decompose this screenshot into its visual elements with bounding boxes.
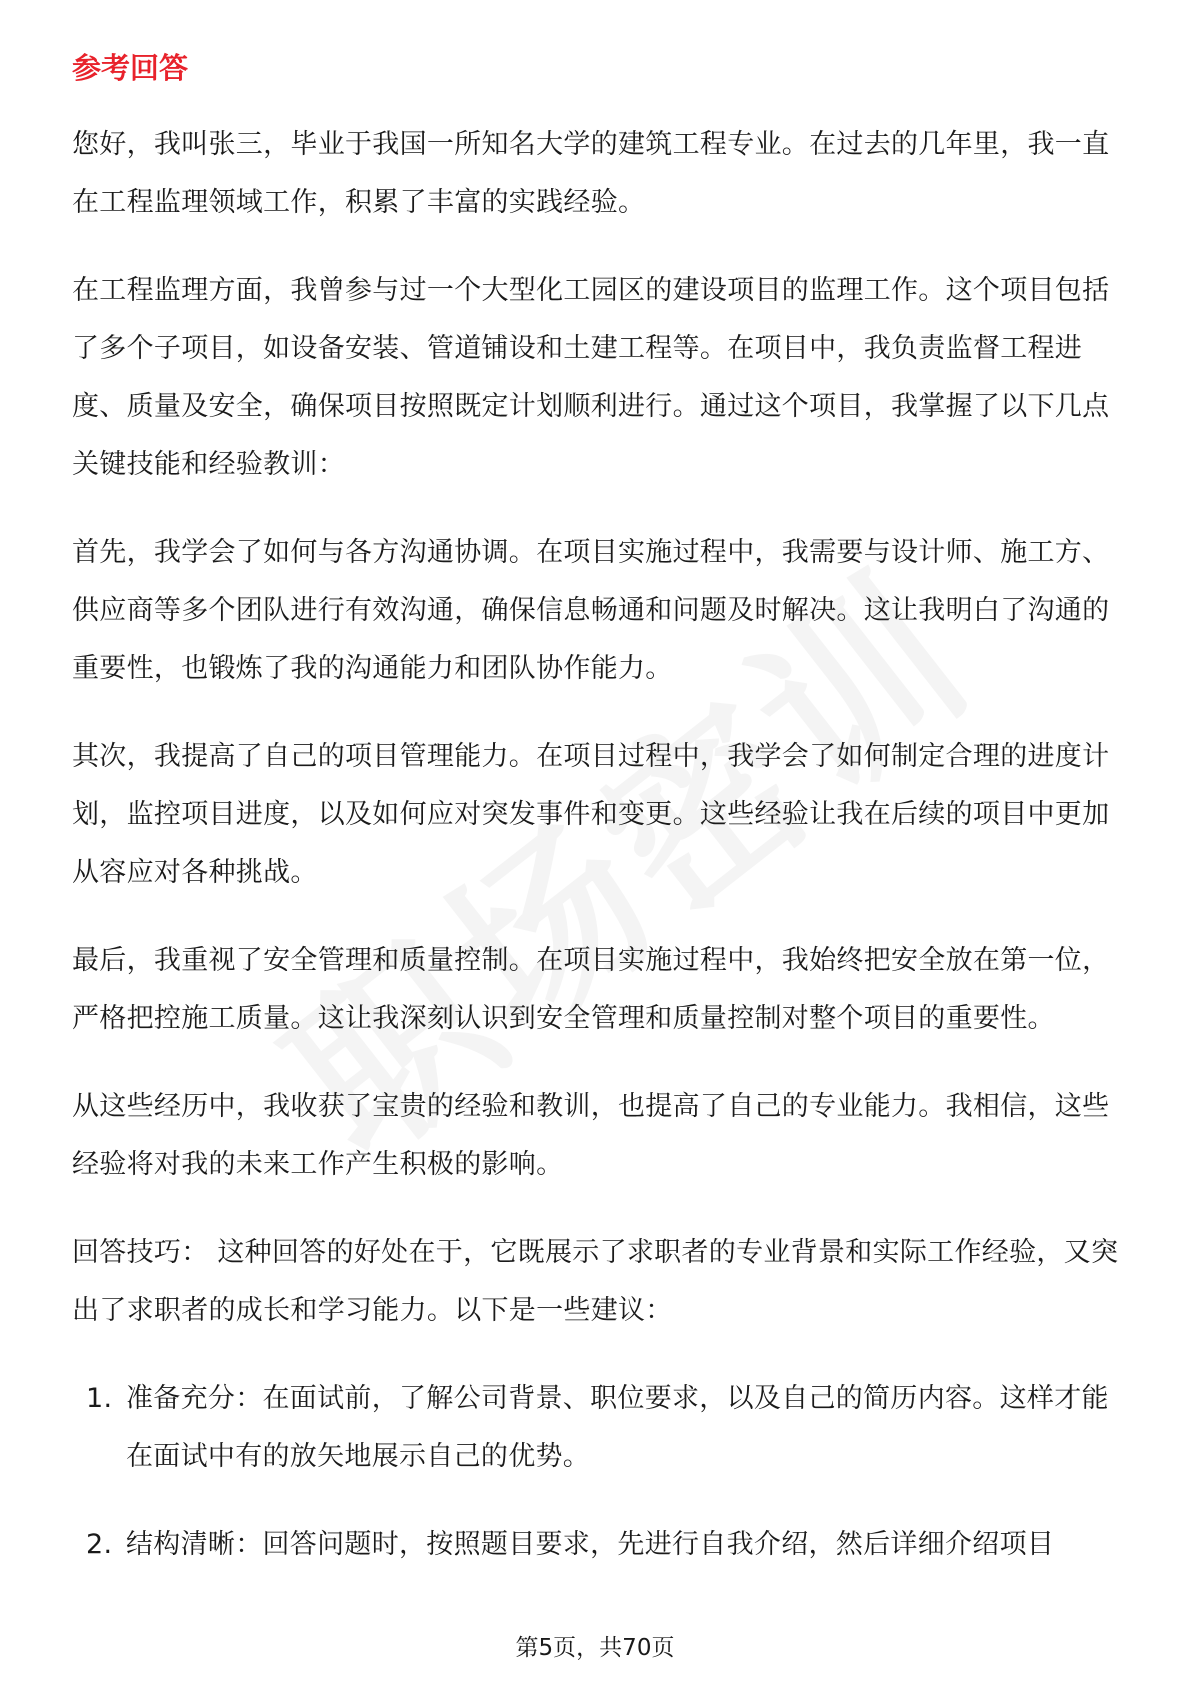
paragraph-intro: 您好，我叫张三，毕业于我国一所知名大学的建筑工程专业。在过去的几年里，我一直在工程监理领域工作，积累了丰富的实践经验。 <box>72 129 1110 218</box>
list-number: 2. <box>86 1529 113 1560</box>
tips-list <box>72 1370 1122 1574</box>
paragraph-safety: 最后，我重视了安全管理和质量控制。在项目实施过程中，我始终把安全放在第一位，严格把控施工质量。这让我深刻认识到安全管理和质量控制对整个项目的重要性。 <box>72 945 1110 1034</box>
list-text: 准备充分：在面试前，了解公司背景、职位要求，以及自己的简历内容。这样才能在面试中有的放矢地展示自己的优势。 <box>126 1383 1109 1472</box>
section-heading: 参考回答 <box>72 51 189 85</box>
paragraph-conclusion: 从这些经历中，我收获了宝贵的经验和教训，也提高了自己的专业能力。我相信，这些经验将对我的未来工作产生积极的影响。 <box>72 1091 1110 1180</box>
paragraph-tips: 回答技巧： 这种回答的好处在于，它既展示了求职者的专业背景和实际工作经验，又突出了求职者的成长和学习能力。以下是一些建议： <box>72 1237 1119 1326</box>
list-item <box>72 1516 1122 1574</box>
paragraph-project: 在工程监理方面，我曾参与过一个大型化工园区的建设项目的监理工作。这个项目包括了多个子项目，如设备安装、管道铺设和土建工程等。在项目中，我负责监督工程进度、质量及安全，确保项目按照既定计划顺利进行。通过这个项目，我掌握了以下几点关键技能和经验教训： <box>72 275 1110 480</box>
page-number: 第5页，共70页 <box>515 1635 675 1661</box>
answer-body <box>72 116 1122 1604</box>
list-item <box>72 1370 1122 1486</box>
list-text: 结构清晰：回答问题时，按照题目要求，先进行自我介绍，然后详细介绍项目 <box>126 1529 1055 1560</box>
paragraph-management: 其次，我提高了自己的项目管理能力。在项目过程中，我学会了如何制定合理的进度计划，监控项目进度，以及如何应对突发事件和变更。这些经验让我在后续的项目中更加从容应对各种挑战。 <box>72 741 1110 888</box>
list-number: 1. <box>86 1383 113 1414</box>
paragraph-communication: 首先，我学会了如何与各方沟通协调。在项目实施过程中，我需要与设计师、施工方、供应商等多个团队进行有效沟通，确保信息畅通和问题及时解决。这让我明白了沟通的重要性，也锻炼了我的沟通能力和团队协作能力。 <box>72 537 1110 684</box>
